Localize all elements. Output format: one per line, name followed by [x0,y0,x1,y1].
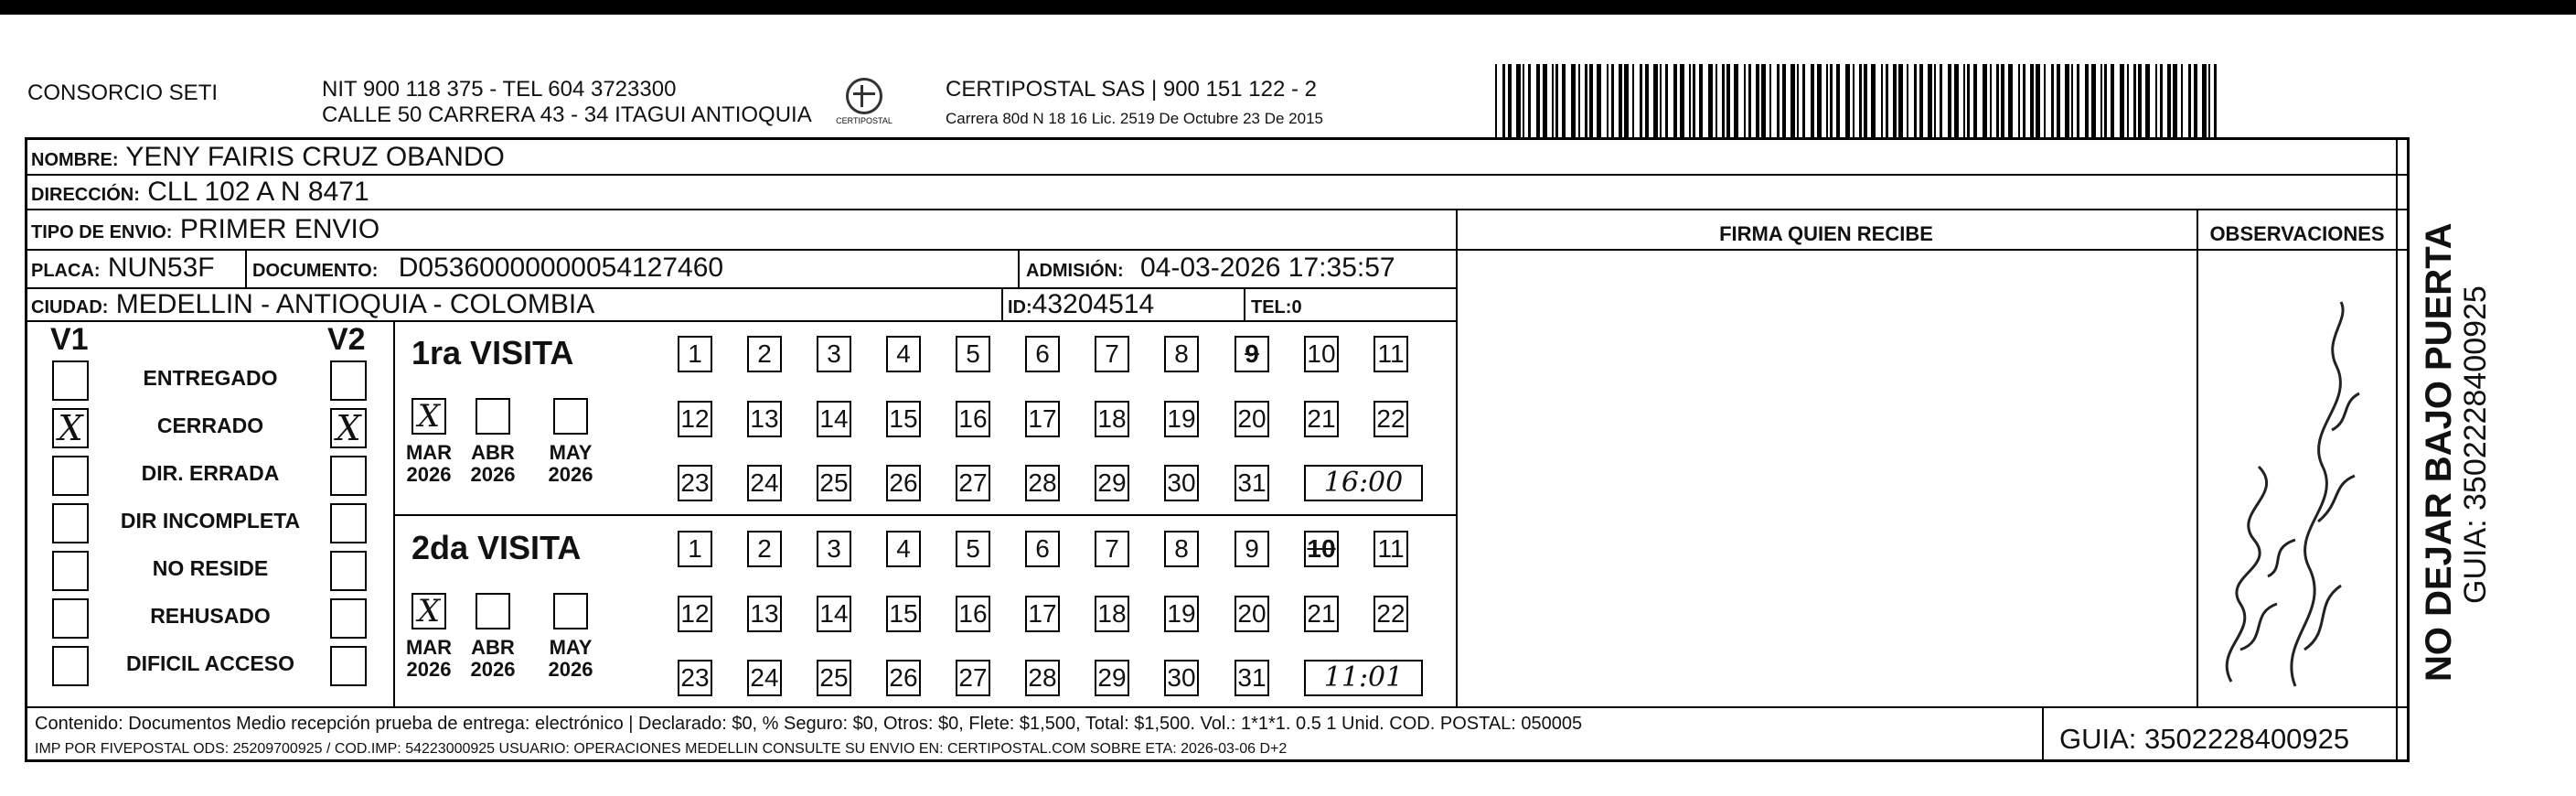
barcode-bar [1516,64,1521,137]
tipo-envio-value: PRIMER ENVIO [179,214,380,244]
barcode-bar [1528,64,1531,137]
v1-checkbox[interactable] [52,598,89,639]
barcode-bar [1756,64,1759,137]
placa-value: NUN53F [107,253,215,283]
v1-checkbox[interactable] [52,503,89,543]
barcode-bar [1726,64,1730,137]
barcode-bar [1748,64,1751,137]
day-box[interactable]: 26 [886,660,921,696]
day-box[interactable]: 8 [1164,336,1199,372]
documento-value: D05360000000054127460 [398,253,724,283]
handwritten-signature [2204,265,2378,695]
status-option-label: DIFICIL ACCESO [125,651,294,675]
status-option-label: NO RESIDE [152,556,269,580]
barcode-bar [1699,64,1703,137]
barcode-bar [2077,64,2079,137]
nombre-value: YENY FAIRIS CRUZ OBANDO [125,142,505,172]
barcode-bar [1673,64,1677,137]
tel-label: TEL: [1251,297,1292,317]
barcode-bar [1907,64,1908,137]
day-box[interactable]: 18 [1095,596,1129,632]
day-box[interactable]: 10 [1304,336,1339,372]
day-box[interactable]: 6 [1025,531,1060,567]
no-dejar-warning: NO DEJAR BAJO PUERTA [2419,222,2459,682]
barcode-bar [1893,64,1897,137]
barcode-bar [1552,64,1554,137]
day-box[interactable]: 15 [886,596,921,632]
tipo-envio-row [31,214,379,248]
logo-emblem-icon [846,78,882,114]
barcode-bar [1693,64,1695,137]
barcode-bar [2008,64,2013,137]
barcode-bar [2155,64,2157,137]
barcode-bar [1589,64,1593,137]
barcode-bar [1777,64,1780,137]
barcode-bar [1495,64,1497,137]
rule [1018,249,1020,287]
imp-line: IMP POR FIVEPOSTAL ODS: 25209700925 / COD.IMP: 54223000925 USUARIO: OPERACIONES MEDELLIN CONSULTE SU ENVIO EN: CERTIPOSTAL.COM SOBRE ETA: 2026-03-06 D+2 [35,741,1288,757]
barcode-bar [1826,64,1828,137]
day-box[interactable]: 3 [817,336,851,372]
ciudad-label: CIUDAD: [31,297,109,317]
documento-field [252,253,723,286]
barcode-bar [1983,64,1987,137]
direccion-value: CLL 102 A N 8471 [147,177,369,207]
barcode-bar [1523,64,1524,137]
month-checkbox[interactable]: X [412,398,446,435]
barcode-bar [1708,64,1713,137]
day-box[interactable]: 4 [886,336,921,372]
barcode-bar [1967,64,1970,137]
barcode-bar [1508,64,1512,137]
v1-checkbox[interactable] [52,551,89,591]
barcode-bar [1680,64,1684,137]
barcode-bar [1830,64,1833,137]
day-box[interactable]: 9 [1235,336,1269,372]
rule [25,249,1456,251]
day-box[interactable]: 31 [1235,660,1269,696]
logo-text: CERTIPOSTAL [836,116,893,125]
ciudad-field [31,289,594,323]
day-box[interactable]: 14 [817,596,851,632]
day-box[interactable]: 26 [886,465,921,501]
barcode-bar [2100,64,2102,137]
barcode-bar [1632,64,1634,137]
day-box[interactable]: 16 [956,596,990,632]
barcode-bar [2111,64,2114,137]
barcode-bar [1853,64,1855,137]
day-box[interactable]: 19 [1164,596,1199,632]
day-box[interactable]: 17 [1025,401,1060,437]
barcode-bar [2018,64,2020,137]
barcode-bar [1734,64,1738,137]
day-box[interactable]: 20 [1235,401,1269,437]
documento-label: DOCUMENTO: [252,261,379,281]
rule [393,320,395,706]
barcode-bar [1722,64,1725,137]
day-box[interactable]: 22 [1374,401,1408,437]
barcode-bar [1555,64,1558,137]
barcode-bar [2181,64,2183,137]
barcode-bar [1934,64,1936,137]
month-checkbox[interactable] [476,398,510,435]
rule [1244,287,1245,320]
day-box[interactable]: 2 [747,336,782,372]
rule [1456,209,1458,706]
barcode-bar [1802,64,1805,137]
barcode-bar [1660,64,1662,137]
admision-value: 04-03-2026 17:35:57 [1140,253,1395,283]
barcode-bar [1645,64,1649,137]
direccion-label: DIRECCIÓN: [31,185,140,205]
barcode-bar [2120,64,2124,137]
day-box[interactable]: 7 [1095,531,1129,567]
barcode-bar [1954,64,1959,137]
nombre-label: NOMBRE: [31,150,119,170]
barcode-bar [1611,64,1614,137]
firma-header: FIRMA QUIEN RECIBE [1719,222,1933,245]
day-box[interactable]: 30 [1164,660,1199,696]
observaciones-header: OBSERVACIONES [2209,222,2385,245]
admision-field [1026,253,1395,286]
rule [25,209,2410,210]
month-label: ABR 2026 [470,636,516,681]
barcode-bar [1578,64,1580,137]
day-box[interactable]: 31 [1235,465,1269,501]
day-box[interactable]: 13 [747,401,782,437]
day-box[interactable]: 11 [1374,336,1408,372]
barcode-bar [1689,64,1691,137]
day-box[interactable]: 1 [678,531,712,567]
v1-checkbox[interactable] [52,360,89,401]
barcode-bar [1963,64,1965,137]
id-value: 43204514 [1031,289,1155,319]
v2-checkbox[interactable] [330,456,367,496]
v1-checkbox[interactable]: X [52,408,89,448]
day-box[interactable]: 24 [747,660,782,696]
day-box[interactable]: 5 [956,336,990,372]
barcode-bar [1782,64,1786,137]
v2-checkbox[interactable] [330,598,367,639]
rule [25,706,2410,708]
day-box[interactable]: 15 [886,401,921,437]
day-box[interactable]: 28 [1025,465,1060,501]
barcode-bar [2167,64,2171,137]
barcode-bar [2214,64,2217,137]
barcode-bar [2127,64,2129,137]
visit-title: 2da VISITA [412,529,582,566]
rule [1456,249,2410,251]
barcode-bar [1769,64,1771,137]
barcode-bar [1790,64,1795,137]
rule [1001,287,1003,320]
day-box[interactable]: 5 [956,531,990,567]
barcode-bar [1761,64,1766,137]
rule [393,514,1456,516]
day-box[interactable]: 10 [1304,531,1339,567]
visit-time[interactable]: 11:01 [1304,660,1423,696]
barcode-bar [2104,64,2107,137]
id-label: ID: [1008,297,1032,317]
tel-field [1251,289,1302,323]
status-option-label: DIR. ERRADA [141,461,280,485]
day-box[interactable]: 24 [747,465,782,501]
barcode-bar [2044,64,2046,137]
barcode-bar [2030,64,2034,137]
day-box[interactable]: 30 [1164,465,1199,501]
status-option-label: CERRADO [156,414,264,437]
month-label: MAY 2026 [548,636,593,681]
barcode-bar [1817,64,1822,137]
month-checkbox[interactable] [553,398,588,435]
barcode-bar [1948,64,1951,137]
barcode-bar [1919,64,1923,137]
barcode-bar [1886,64,1888,137]
barcode-bar [1898,64,1903,137]
barcode [1495,64,2222,137]
day-box[interactable]: 19 [1164,401,1199,437]
barcode-bar [1940,64,1942,137]
barcode-bar [1744,64,1746,137]
day-box[interactable]: 29 [1095,660,1129,696]
tipo-envio-label: TIPO DE ENVIO: [31,222,173,242]
license-line: Carrera 80d N 18 16 Lic. 2519 De Octubre 23 De 2015 [946,110,1323,127]
day-box[interactable]: 21 [1304,596,1339,632]
barcode-bar [2085,64,2089,137]
month-checkbox[interactable] [553,593,588,629]
v2-checkbox[interactable] [330,503,367,543]
month-checkbox[interactable] [476,593,510,629]
barcode-bar [1665,64,1668,137]
day-box[interactable]: 12 [678,401,712,437]
day-box[interactable]: 16 [956,401,990,437]
barcode-bar [2188,64,2191,137]
placa-label: PLACA: [31,261,101,281]
status-option-label: REHUSADO [150,604,271,628]
day-box[interactable]: 8 [1164,531,1199,567]
v2-checkbox[interactable] [330,360,367,401]
status-option-label: DIR INCOMPLETA [120,509,301,532]
month-label: MAY 2026 [548,441,593,486]
top-black-band [0,0,2576,15]
day-box[interactable]: 21 [1304,401,1339,437]
day-box[interactable]: 2 [747,531,782,567]
barcode-bar [1571,64,1576,137]
address-line: CALLE 50 CARRERA 43 - 34 ITAGUI ANTIOQUIA [322,102,812,127]
placa-field [31,253,215,286]
barcode-bar [2023,64,2026,137]
v2-checkbox[interactable] [330,551,367,591]
barcode-bar [2051,64,2054,137]
barcode-bar [1864,64,1867,137]
day-box[interactable]: 13 [747,596,782,632]
barcode-bar [1640,64,1642,137]
barcode-bar [1585,64,1587,137]
carrier-line: CERTIPOSTAL SAS | 900 151 122 - 2 [946,77,1317,102]
barcode-bar [1973,64,1977,137]
contenido-line: Contenido: Documentos Medio recepción prueba de entrega: electrónico | Declarado: $0, % Seguro: $0, Otros: $0, Flete: $1,500, Total: $1,500. Vol.: 1*1*1. 0.5 1 Unid. COD. POSTAL: 050005 [35,714,1583,734]
nit-line: NIT 900 118 375 - TEL 604 3723300 [322,77,677,102]
day-box[interactable]: 3 [817,531,851,567]
day-box[interactable]: 12 [678,596,712,632]
barcode-bar [1996,64,1999,137]
day-box[interactable]: 23 [678,465,712,501]
visit-time[interactable]: 16:00 [1304,465,1423,501]
barcode-bar [2036,64,2040,137]
day-box[interactable]: 25 [817,465,851,501]
day-box[interactable]: 1 [678,336,712,372]
barcode-bar [1653,64,1658,137]
barcode-bar [1502,64,1505,137]
barcode-bar [1597,64,1601,137]
day-box[interactable]: 27 [956,660,990,696]
barcode-bar [1619,64,1622,137]
barcode-bar [1536,64,1540,137]
v1-checkbox[interactable] [52,646,89,686]
day-box[interactable]: 27 [956,465,990,501]
admision-label: ADMISIÓN: [1026,261,1124,281]
barcode-bar [2160,64,2163,137]
rule [2396,137,2398,762]
day-box[interactable]: 23 [678,660,712,696]
tel-value: 0 [1291,297,1302,317]
barcode-bar [1811,64,1814,137]
ciudad-value: MEDELLIN - ANTIOQUIA - COLOMBIA [115,289,595,319]
footer-guia: GUIA: 3502228400925 [2059,723,2350,755]
barcode-bar [1607,64,1609,137]
day-box[interactable]: 25 [817,660,851,696]
v2-header: V2 [327,322,366,357]
v1-checkbox[interactable] [52,456,89,496]
barcode-bar [1881,64,1883,137]
certipostal-logo [828,78,901,133]
month-checkbox[interactable]: X [412,593,446,629]
barcode-bar [1914,64,1917,137]
barcode-bar [2138,64,2142,137]
day-box[interactable]: 29 [1095,465,1129,501]
day-box[interactable]: 28 [1025,660,1060,696]
day-box[interactable]: 17 [1025,596,1060,632]
barcode-bar [2057,64,2060,137]
day-box[interactable]: 18 [1095,401,1129,437]
barcode-bar [2133,64,2136,137]
side-guia: GUIA: 3502228400925 [2458,285,2493,604]
month-label: ABR 2026 [470,441,516,486]
v2-checkbox[interactable]: X [330,408,367,448]
barcode-bar [1928,64,1932,137]
barcode-bar [2208,64,2210,137]
barcode-bar [1797,64,1799,137]
barcode-bar [2145,64,2150,137]
day-box[interactable]: 20 [1235,596,1269,632]
barcode-bar [1624,64,1629,137]
rule [2197,209,2198,706]
barcode-bar [2173,64,2177,137]
day-box[interactable]: 9 [1235,531,1269,567]
day-box[interactable]: 6 [1025,336,1060,372]
day-box[interactable]: 4 [886,531,921,567]
v2-checkbox[interactable] [330,646,367,686]
barcode-bar [1836,64,1840,137]
barcode-bar [1543,64,1547,137]
barcode-bar [2202,64,2207,137]
day-box[interactable]: 14 [817,401,851,437]
barcode-bar [1990,64,1992,137]
day-box[interactable]: 22 [1374,596,1408,632]
rule [2042,706,2044,762]
v1-header: V1 [50,322,89,357]
barcode-bar [2065,64,2069,137]
barcode-bar [1859,64,1862,137]
barcode-bar [1716,64,1717,137]
nombre-row [31,142,505,176]
month-label: MAR 2026 [405,441,453,486]
visit-title: 1ra VISITA [412,334,574,371]
barcode-bar [2001,64,2004,137]
month-label: MAR 2026 [405,636,453,681]
barcode-bar [1845,64,1850,137]
barcode-bar [2091,64,2096,137]
barcode-bar [1562,64,1566,137]
company-name: CONSORCIO SETI [27,81,219,105]
day-box[interactable]: 7 [1095,336,1129,372]
direccion-row [31,177,369,210]
rule [245,249,247,287]
status-option-label: ENTREGADO [143,366,278,390]
barcode-bar [2071,64,2073,137]
id-field [1008,289,1154,323]
barcode-bar [2194,64,2197,137]
barcode-bar [1871,64,1876,137]
day-box[interactable]: 11 [1374,531,1408,567]
